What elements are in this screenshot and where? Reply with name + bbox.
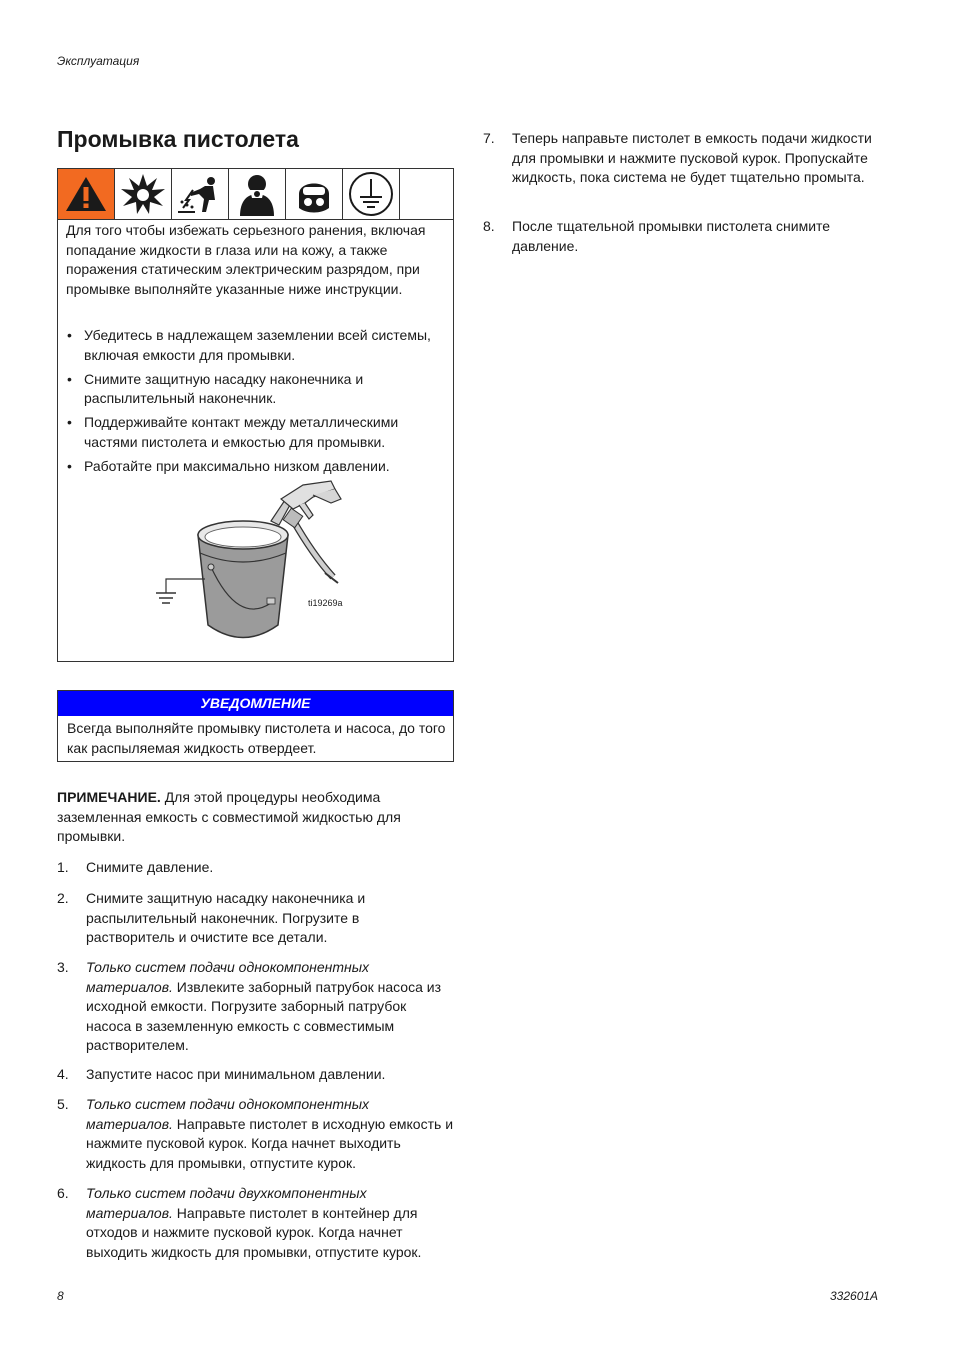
warning-box [57, 168, 454, 662]
notice-box [57, 690, 454, 762]
step-text: Теперь направьте пистолет в емкость подачи жидкости для промывки и нажмите пусковой курок. Пропускайте жидкость, пока система не будет тщательно промыта. [512, 130, 872, 185]
figure-label: ti19269a [308, 598, 343, 608]
step-number: 6. [57, 1185, 69, 1201]
page-number: 8 [57, 1289, 64, 1303]
fumes-icon [229, 169, 286, 219]
note-text: Для этой процедуры необходима заземленная емкость с совместимой жидкостью для промывки. [57, 789, 401, 844]
bullet-item: • Поддерживайте контакт между металлическими частями пистолета и емкостью для промывки. [66, 413, 446, 452]
bullet-item: • Убедитесь в надлежащем заземлении всей системы, включая емкости для промывки. [66, 326, 446, 365]
step-text: Извлеките заборный патрубок насоса из исходной емкости. Погрузите заборный патрубок насоса в заземленную емкость с совместимым растворителем. [86, 978, 441, 1053]
step-number: 3. [57, 959, 69, 975]
explosion-icon [115, 169, 172, 219]
step-text: После тщательной промывки пистолета снимите давление. [512, 218, 831, 254]
warning-bullet-list [66, 326, 446, 481]
step-text: Снимите защитную насадку наконечника и распылительный наконечник. Погрузите в растворитель и очистите все детали. [86, 890, 366, 945]
flushing-bucket-illustration [153, 475, 373, 647]
protective-mask-icon [286, 169, 343, 219]
note-paragraph [57, 788, 417, 847]
step-number: 8. [483, 218, 495, 234]
bullet-item: • Работайте при максимально низком давлении. [66, 457, 446, 477]
document-number: 332601A [830, 1289, 879, 1303]
ground-icon [343, 169, 400, 219]
warning-intro: Для того чтобы избежать серьезного ранения, включая попадание жидкости в глаза или на кожу, а также поражения статическим электрическим разрядом, при промывке выполняйте указанные ниже инструкции. [66, 222, 426, 297]
page-title: Промывка пистолета [57, 126, 299, 152]
section-label: Эксплуатация [57, 54, 140, 68]
step-text: Запустите насос при минимальном давлении. [86, 1066, 386, 1082]
step-text: Направьте пистолет в контейнер для отходов и нажмите пусковой курок. Когда начнет выходить жидкость для промывки, отпустите курок. [86, 1204, 422, 1260]
step-text: Направьте пистолет в исходную емкость и нажмите пусковой курок. Когда начнет выходить жидкость для промывки, отпустите курок. [86, 1115, 454, 1171]
step-text: Снимите давление. [86, 859, 214, 875]
note-label: ПРИМЕЧАНИЕ. [57, 789, 161, 805]
warning-triangle-icon [58, 169, 115, 219]
step-number: 4. [57, 1066, 69, 1082]
step-number: 5. [57, 1096, 69, 1112]
step-qualifier: Только систем подачи однокомпонентных материалов. [86, 959, 370, 995]
hazard-icon-row [58, 169, 453, 220]
notice-heading: УВЕДОМЛЕНИЕ [58, 691, 453, 716]
step-number: 7. [483, 130, 495, 146]
step-number: 1. [57, 859, 69, 875]
notice-text: Всегда выполняйте промывку пистолета и насоса, до того как распыляемая жидкость отвердеет. [67, 720, 446, 756]
bullet-item: • Снимите защитную насадку наконечника и распылительный наконечник. [66, 370, 446, 409]
step-qualifier: Только систем подачи однокомпонентных материалов. [86, 1096, 370, 1132]
step-qualifier: Только систем подачи двухкомпонентных материалов. [86, 1185, 367, 1221]
step-number: 2. [57, 890, 69, 906]
static-discharge-icon [172, 169, 229, 219]
